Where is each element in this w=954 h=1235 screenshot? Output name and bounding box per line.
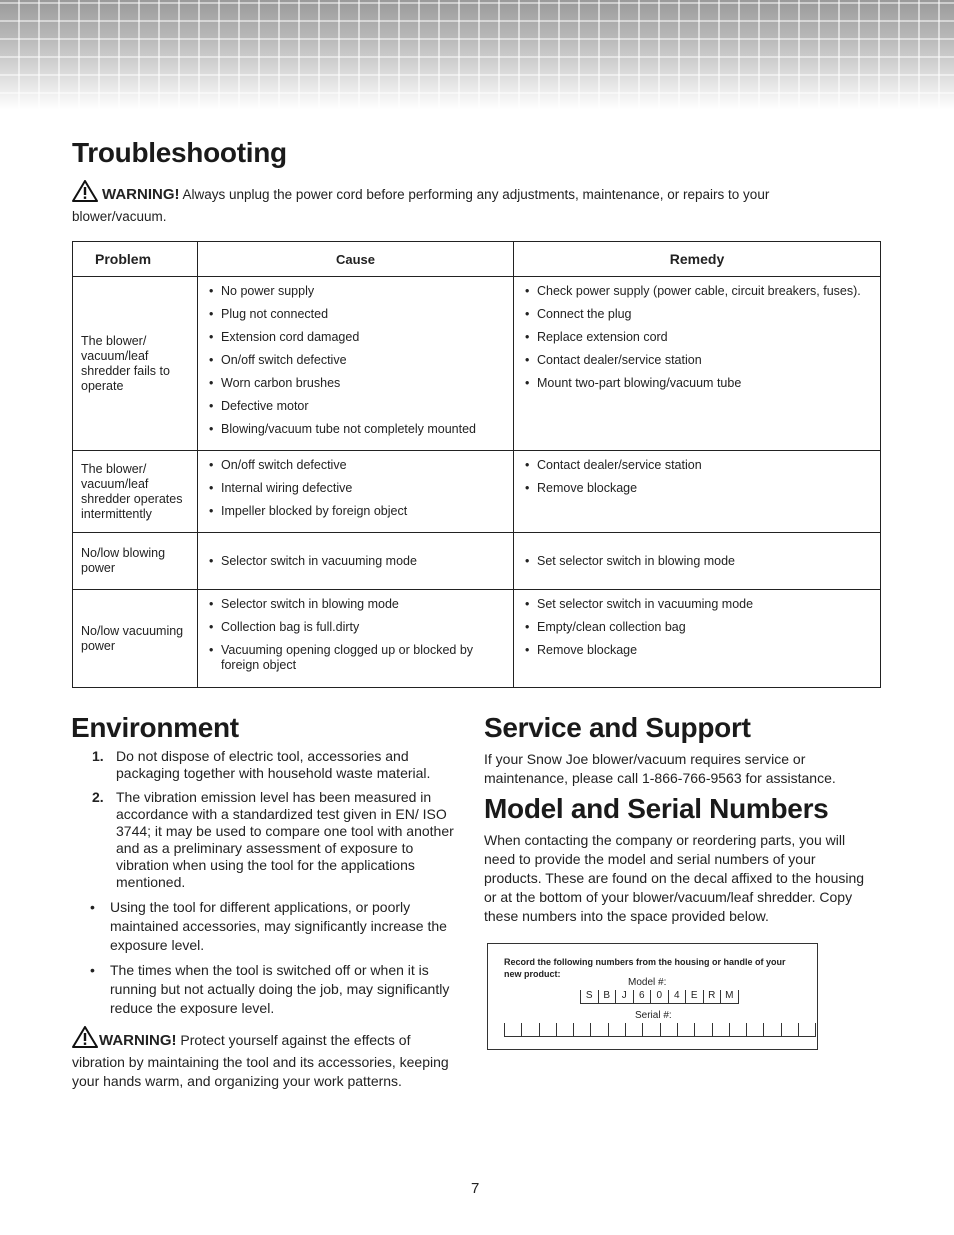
remedy-item: • Set selector switch in vacuuming mode bbox=[525, 597, 869, 612]
cause-item: • Plug not connected bbox=[209, 307, 502, 322]
remedy-item: • Remove blockage bbox=[525, 643, 869, 658]
remedy-cell bbox=[514, 277, 881, 451]
remedy-cell bbox=[514, 590, 881, 688]
warning-triangle-icon bbox=[72, 1026, 98, 1053]
serial-slot[interactable] bbox=[504, 1023, 521, 1036]
serial-slot[interactable] bbox=[729, 1023, 746, 1036]
cause-item: • Worn carbon brushes bbox=[209, 376, 502, 391]
model-char: 6 bbox=[633, 990, 651, 1003]
table-row bbox=[73, 451, 881, 533]
remedy-item: • Mount two-part blowing/vacuum tube bbox=[525, 376, 869, 391]
serial-label: Serial #: bbox=[635, 1010, 672, 1021]
model-char: 0 bbox=[650, 990, 668, 1003]
warning-label: WARNING! bbox=[99, 1032, 177, 1049]
serial-slot[interactable] bbox=[573, 1023, 590, 1036]
serial-slot[interactable] bbox=[798, 1023, 816, 1036]
serial-slot[interactable] bbox=[521, 1023, 538, 1036]
page-number: 7 bbox=[471, 1180, 480, 1197]
environment-title: Environment bbox=[71, 712, 239, 743]
table-header-row bbox=[73, 242, 881, 277]
bullet-item: • The times when the tool is switched off or when it is running but not actually doing the job, may significantly reduce the exposure level. bbox=[72, 961, 462, 1018]
warning-triangle-icon bbox=[72, 180, 98, 207]
serial-slot[interactable] bbox=[746, 1023, 763, 1036]
table-row bbox=[73, 590, 881, 688]
remedy-cell bbox=[514, 533, 881, 590]
cause-item: • Selector switch in blowing mode bbox=[209, 597, 502, 612]
header-cause: Cause bbox=[198, 242, 514, 277]
remedy-item: • Remove blockage bbox=[525, 481, 869, 496]
problem-cell: The blower/ vacuum/leaf shredder fails to operate bbox=[73, 277, 198, 451]
cause-item: • Defective motor bbox=[209, 399, 502, 414]
model-char: B bbox=[598, 990, 616, 1003]
troubleshooting-title: Troubleshooting bbox=[72, 137, 287, 168]
remedy-item: • Check power supply (power cable, circuit breakers, fuses). bbox=[525, 284, 869, 299]
serial-decal-box bbox=[487, 943, 818, 1050]
item-text: The vibration emission level has been measured in accordance with a standardized test given in EN/ ISO 3744; it may be used to compare one tool with another and as a preliminary assessment of exposure to vibration when using the tool for the applications mentioned. bbox=[116, 789, 454, 890]
cause-item: • No power supply bbox=[209, 284, 502, 299]
cause-cell bbox=[198, 451, 514, 533]
cause-item: • Impeller blocked by foreign object bbox=[209, 504, 502, 519]
model-char: J bbox=[615, 990, 633, 1003]
troubleshooting-table bbox=[72, 241, 881, 688]
model-number-boxes bbox=[580, 990, 739, 1004]
warning-text: Protect yourself against the effects of vibration by maintaining the tool and its accessories, keeping your hands warm, and organizing your work patterns. bbox=[72, 1032, 449, 1089]
cause-item: • Extension cord damaged bbox=[209, 330, 502, 345]
numbered-item bbox=[72, 789, 462, 891]
model-char: 4 bbox=[668, 990, 686, 1003]
table-row bbox=[73, 277, 881, 451]
serial-slot[interactable] bbox=[712, 1023, 729, 1036]
problem-cell: The blower/ vacuum/leaf shredder operates intermittently bbox=[73, 451, 198, 533]
cause-cell bbox=[198, 277, 514, 451]
service-text: If your Snow Joe blower/vacuum requires service or maintenance, please call 1-866-766-9563 for assistance. bbox=[484, 751, 836, 786]
model-char: R bbox=[703, 990, 721, 1003]
model-serial-text: When contacting the company or reordering parts, you will need to provide the model and serial numbers of your products. These are found on the decal affixed to the housing or at the bottom of your blower/vacuum/leaf shredder. Copy these numbers into the space provided below. bbox=[484, 832, 865, 924]
header-texture-band bbox=[0, 0, 954, 110]
serial-slot[interactable] bbox=[763, 1023, 780, 1036]
header-problem: Problem bbox=[73, 242, 198, 277]
warning-label: WARNING! bbox=[102, 186, 180, 203]
environment-section bbox=[72, 748, 462, 1091]
remedy-item: • Connect the plug bbox=[525, 307, 869, 322]
serial-slot[interactable] bbox=[539, 1023, 556, 1036]
serial-slot[interactable] bbox=[660, 1023, 677, 1036]
environment-warning bbox=[72, 1026, 462, 1091]
bullet-item: • Using the tool for different applications, or poorly maintained accessories, may significantly increase the exposure level. bbox=[72, 898, 462, 955]
remedy-item: • Set selector switch in blowing mode bbox=[525, 554, 869, 569]
serial-slot[interactable] bbox=[694, 1023, 711, 1036]
table-row bbox=[73, 533, 881, 590]
cause-item: • Vacuuming opening clogged up or blocked by foreign object bbox=[209, 643, 502, 673]
serial-slot[interactable] bbox=[625, 1023, 642, 1036]
model-char: E bbox=[685, 990, 703, 1003]
numbered-item bbox=[72, 748, 462, 782]
cause-item: • Collection bag is full.dirty bbox=[209, 620, 502, 635]
remedy-item: • Contact dealer/service station bbox=[525, 353, 869, 368]
cause-item: • Internal wiring defective bbox=[209, 481, 502, 496]
cause-item: • On/off switch defective bbox=[209, 353, 502, 368]
item-number: 2. bbox=[92, 789, 104, 805]
problem-cell: No/low vacuuming power bbox=[73, 590, 198, 688]
decal-header: Record the following numbers from the housing or handle of your new product: bbox=[504, 957, 786, 979]
cause-item: • On/off switch defective bbox=[209, 458, 502, 473]
serial-slot[interactable] bbox=[642, 1023, 659, 1036]
remedy-item: • Contact dealer/service station bbox=[525, 458, 869, 473]
problem-cell: No/low blowing power bbox=[73, 533, 198, 590]
serial-slot[interactable] bbox=[677, 1023, 694, 1036]
model-label: Model #: bbox=[628, 977, 667, 988]
service-title: Service and Support bbox=[484, 712, 751, 743]
serial-slot[interactable] bbox=[608, 1023, 625, 1036]
cause-cell bbox=[198, 590, 514, 688]
serial-slot[interactable] bbox=[781, 1023, 798, 1036]
warning-text: Always unplug the power cord before performing any adjustments, maintenance, or repairs to your blower/vacuum. bbox=[72, 187, 770, 224]
cause-item: • Blowing/vacuum tube not completely mounted bbox=[209, 422, 502, 437]
model-serial-title: Model and Serial Numbers bbox=[484, 793, 829, 824]
cause-cell bbox=[198, 533, 514, 590]
item-text: Do not dispose of electric tool, accessories and packaging together with household waste material. bbox=[116, 748, 431, 781]
serial-slot[interactable] bbox=[590, 1023, 607, 1036]
model-char: M bbox=[720, 990, 739, 1003]
remedy-cell bbox=[514, 451, 881, 533]
serial-number-boxes bbox=[504, 1023, 816, 1037]
serial-slot[interactable] bbox=[556, 1023, 573, 1036]
header-remedy: Remedy bbox=[514, 242, 881, 277]
troubleshooting-warning bbox=[72, 180, 862, 226]
item-number: 1. bbox=[92, 748, 104, 764]
model-char: S bbox=[580, 990, 598, 1003]
remedy-item: • Empty/clean collection bag bbox=[525, 620, 869, 635]
remedy-item: • Replace extension cord bbox=[525, 330, 869, 345]
cause-item: • Selector switch in vacuuming mode bbox=[209, 554, 502, 569]
